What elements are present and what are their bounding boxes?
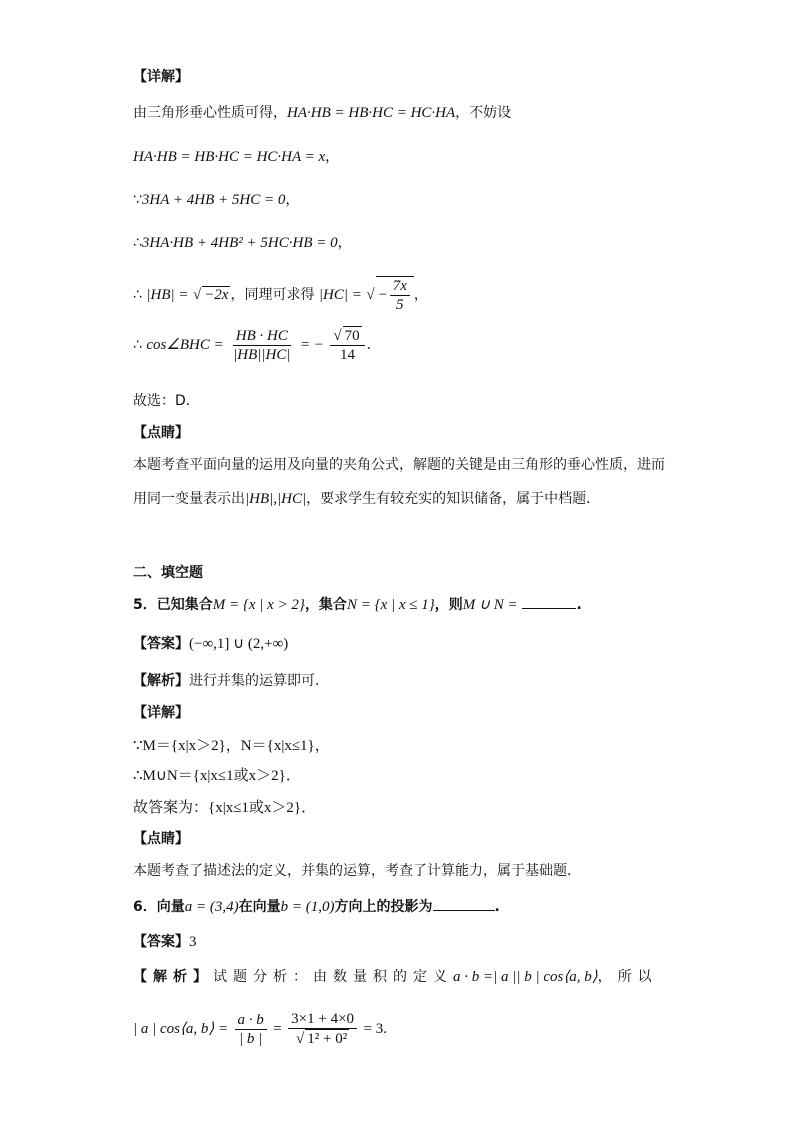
detail-line-1-tail: ，不妨设 xyxy=(455,105,512,121)
q5-detail-3: 故答案为：{x|x≤1或x＞2}． xyxy=(133,800,317,816)
q5-t3: ，则 xyxy=(434,597,463,613)
choice-line: 故选：D． xyxy=(133,393,200,409)
analysis-label: 【解析】 xyxy=(133,673,189,689)
comment-line-2-b: ，要求学生有较充实的知识储备，属于中档题． xyxy=(306,491,601,507)
cos-frac-den: |HB||HC| xyxy=(233,346,291,363)
hc-radicand-num: 7x xyxy=(390,277,410,296)
punct: ， xyxy=(325,149,340,165)
detail-heading: 【详解】 xyxy=(133,69,189,85)
detail-line-1-text: 由三角形垂心性质可得， xyxy=(133,105,287,121)
cos-angle-lhs: cos∠BHC = xyxy=(146,337,224,353)
hc-radicand-den: 5 xyxy=(396,297,404,313)
detail-line-1 xyxy=(133,102,511,122)
assume-equation: HA·HB = HB·HC = HC·HA = x xyxy=(133,149,326,165)
q5-comment: 本题考查了描述法的定义，并集的运算，考查了计算能力，属于基础题． xyxy=(133,863,581,879)
projection-frac-den: | b | xyxy=(239,1030,263,1047)
cos-result-den: 14 xyxy=(340,347,355,363)
union-expr: M ∪ N = xyxy=(462,597,518,613)
orthocenter-equation: HA·HB = HB·HC = HC·HA xyxy=(287,105,456,121)
answer-label: 【答案】 xyxy=(133,636,189,652)
punct: . xyxy=(576,597,582,613)
punct: ， xyxy=(413,286,428,303)
answer-label: 【答案】 xyxy=(133,934,189,950)
dot-product-equation: 3HA·HB + 4HB² + 5HC·HB = 0 xyxy=(141,235,338,251)
comment-line-2-a: 用同一变量表示出 xyxy=(133,491,245,507)
q6-analysis-line xyxy=(133,966,658,986)
punct: . xyxy=(366,337,372,353)
q5-detail-heading: 【详解】 xyxy=(133,705,189,721)
q5-answer-line xyxy=(133,633,288,653)
vector-a: a = (3,4) xyxy=(184,899,239,915)
punct: ， xyxy=(337,235,352,251)
answer-blank xyxy=(433,898,495,911)
q5-t2: ，集合 xyxy=(304,597,347,613)
therefore-symbol: ∴ xyxy=(133,235,142,251)
hb-radicand: −2x xyxy=(204,286,229,303)
q6-answer-line xyxy=(133,931,197,951)
q6-t2: 在向量 xyxy=(238,899,281,915)
cos-result-num: 70 xyxy=(344,328,360,344)
q5-t1: 已知集合 xyxy=(156,597,213,613)
question-5 xyxy=(133,594,582,614)
vector-sum-equation: 3HA + 4HB + 5HC = 0 xyxy=(141,192,286,208)
detail-line-3 xyxy=(133,189,299,209)
projection-lhs: | a | cos⟨a, b⟩ = xyxy=(133,1021,229,1037)
question-6 xyxy=(133,896,500,916)
q6-formula: | a | cos⟨a, b⟩ = $\frac{a \cdot b}{| b |}$ = $\frac{3\times 1 + 4\times 0}{\text{√ 1² + 0²}}$ = 3. xyxy=(133,1011,387,1047)
detail-line-4 xyxy=(133,232,352,252)
therefore-symbol: ∴ xyxy=(133,337,142,353)
dot-product-def: a · b =| a || b | cos⟨a, b⟩ xyxy=(453,969,598,985)
q5-answer: (−∞,1] ∪ (2,+∞) xyxy=(189,636,289,652)
projection-calc-den: 1² + 0² xyxy=(307,1031,348,1047)
q5-detail-2: ∴M∪N＝{x|x≤1或x＞2}． xyxy=(133,768,301,784)
because-symbol: ∵ xyxy=(133,192,142,208)
projection-frac-num: a · b xyxy=(235,1011,267,1030)
section-title: 二、填空题 xyxy=(133,565,203,581)
q6-answer: 3 xyxy=(189,934,197,950)
q6-number: 6． xyxy=(133,899,157,915)
equals: = xyxy=(273,1021,282,1037)
q5-number: 5． xyxy=(133,597,157,613)
punct: ， xyxy=(285,192,300,208)
q6-analysis-text: 试题分析：由数量积的定义 xyxy=(213,969,453,985)
detail-line-6: ∴ cos∠BHC = $\frac{HB \cdot HC}{|HB||HC|}$ = − $\frac{√ 70}{14}$ . xyxy=(133,327,372,363)
q5-detail-1: ∵M＝{x|x＞2}，N＝{x|x≤1}， xyxy=(133,738,330,754)
q5-analysis-line xyxy=(133,670,329,690)
q6-analysis-tail: ，所以 xyxy=(597,969,658,985)
projection-calc-num: 3×1 + 4×0 xyxy=(288,1010,357,1029)
hb-magnitude: |HB| = xyxy=(146,286,189,303)
q6-t3: 方向上的投影为 xyxy=(334,899,433,915)
q5-comment-heading: 【点睛】 xyxy=(133,831,189,847)
vector-b: b = (1,0) xyxy=(280,899,335,915)
q6-t1: 向量 xyxy=(156,899,185,915)
comment-line-1: 本题考查平面向量的运用及向量的夹角公式，解题的关键是由三角形的垂心性质，进而 xyxy=(133,457,665,473)
cos-frac-num: HB · HC xyxy=(233,327,291,346)
detail-line-2 xyxy=(133,146,339,166)
similarly-text: ，同理可求得 xyxy=(230,286,315,303)
answer-blank xyxy=(522,596,576,609)
comment-line-2 xyxy=(133,488,600,508)
comment-heading: 【点睛】 xyxy=(133,425,189,441)
analysis-label: 【解析】 xyxy=(133,969,213,985)
punct: . xyxy=(494,899,500,915)
hc-magnitude: |HC| = xyxy=(318,286,362,303)
set-m: M = {x | x > 2} xyxy=(212,597,305,613)
therefore-symbol: ∴ xyxy=(133,286,142,303)
hc-radicand-sign: − xyxy=(377,286,388,303)
set-n: N = {x | x ≤ 1} xyxy=(346,597,435,613)
q5-analysis: 进行并集的运算即可． xyxy=(189,673,329,689)
detail-line-5: ∴ |HB| = √ −2x ，同理可求得 |HC| = √ − $\frac{7x}{5}$ ， xyxy=(133,278,428,313)
magnitudes-math: |HB|,|HC| xyxy=(245,491,307,507)
cos-equals: = − xyxy=(299,337,324,353)
projection-result: = 3. xyxy=(363,1021,387,1037)
